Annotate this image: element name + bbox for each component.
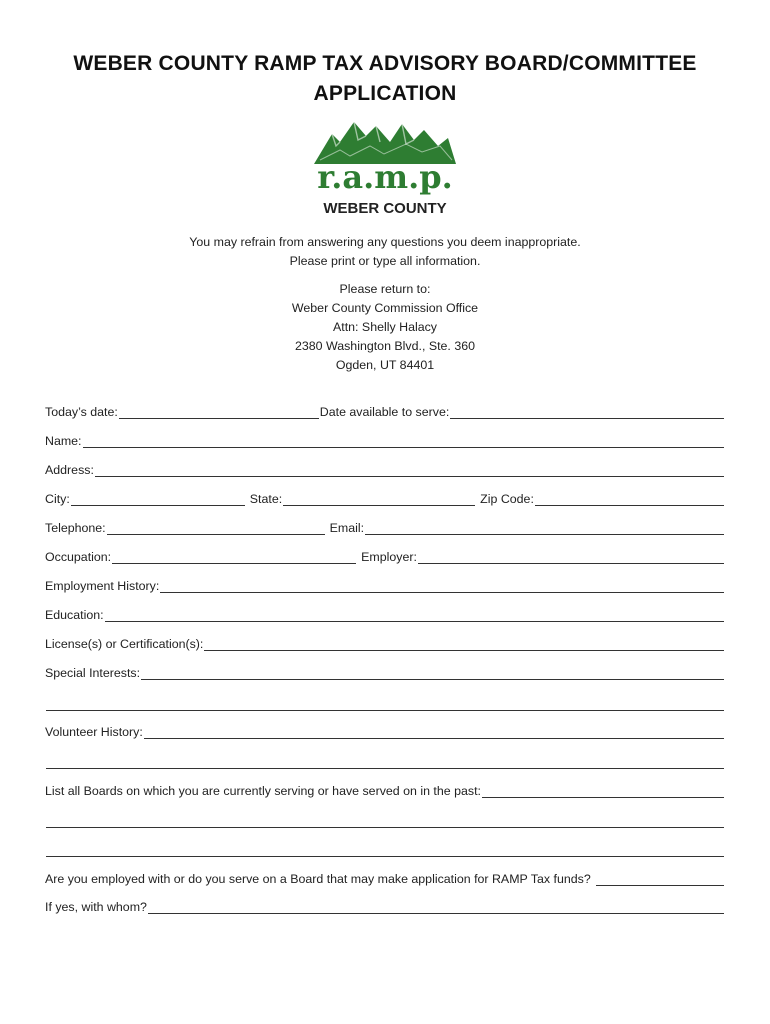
row-special-interests (45, 663, 725, 683)
occupation-label: Occupation: (45, 550, 112, 564)
ramp-question-field[interactable] (596, 871, 724, 886)
notice-line-2: Please print or type all information. (289, 254, 481, 268)
return-attn: Attn: Shelly Halacy (333, 320, 437, 334)
address-field[interactable] (95, 462, 724, 477)
education-label: Education: (45, 608, 104, 622)
row-licenses (45, 634, 725, 654)
date-available-field[interactable] (450, 404, 724, 419)
todays-date-label: Today’s date: (45, 405, 118, 419)
name-label: Name: (45, 434, 82, 448)
volunteer-history-field-line-2[interactable] (46, 754, 724, 769)
special-interests-field-line-2[interactable] (46, 696, 724, 711)
return-street: 2380 Washington Blvd., Ste. 360 (294, 339, 475, 353)
city-field[interactable] (71, 491, 245, 506)
row-ramp-question (45, 869, 725, 889)
row-city-state-zip (45, 489, 725, 509)
name-field[interactable] (83, 433, 725, 448)
licenses-label: License(s) or Certification(s): (45, 637, 204, 651)
boards-field-line-3[interactable] (46, 842, 724, 857)
row-occupation-employer (45, 547, 725, 567)
todays-date-field[interactable] (119, 404, 319, 419)
if-yes-field[interactable] (148, 899, 724, 914)
boards-field-line-2[interactable] (46, 813, 724, 828)
occupation-field[interactable] (112, 549, 356, 564)
education-field[interactable] (105, 607, 724, 622)
email-label: Email: (329, 521, 365, 535)
ramp-logo (310, 116, 460, 220)
row-dates (45, 402, 725, 422)
employer-field[interactable] (418, 549, 724, 564)
address-label: Address: (45, 463, 94, 477)
boards-field[interactable] (482, 783, 724, 798)
form-title-line-2: APPLICATION (313, 82, 457, 105)
logo-wordmark: r.a.m.p. (317, 158, 453, 196)
volunteer-history-field[interactable] (144, 724, 724, 739)
zip-field[interactable] (535, 491, 724, 506)
row-boards-continued-2 (45, 840, 725, 860)
email-field[interactable] (365, 520, 724, 535)
telephone-label: Telephone: (45, 521, 106, 535)
form-title-line-1: WEBER COUNTY RAMP TAX ADVISORY BOARD/COMMITTEE (73, 52, 697, 75)
if-yes-label: If yes, with whom? (45, 900, 147, 914)
row-if-yes (45, 897, 725, 917)
row-special-interests-continued (45, 694, 725, 714)
ramp-question-label: Are you employed with or do you serve on a Board that may make application for RAMP Tax funds? (45, 872, 591, 886)
employment-history-label: Employment History: (45, 579, 160, 593)
state-label: State: (249, 492, 283, 506)
row-phone-email (45, 518, 725, 538)
licenses-field[interactable] (204, 636, 724, 651)
telephone-field[interactable] (107, 520, 325, 535)
logo-subtitle: WEBER COUNTY (323, 200, 447, 217)
row-volunteer-history (45, 722, 725, 742)
date-available-label: Date available to serve: (319, 405, 450, 419)
row-boards (45, 781, 725, 801)
row-education (45, 605, 725, 625)
notice-line-1: You may refrain from answering any questions you deem inappropriate. (189, 235, 581, 249)
volunteer-history-label: Volunteer History: (45, 725, 143, 739)
state-field[interactable] (283, 491, 475, 506)
employment-history-field[interactable] (160, 578, 724, 593)
boards-label: List all Boards on which you are currently serving or have served on in the past: (45, 784, 481, 798)
row-name (45, 431, 725, 451)
return-office: Weber County Commission Office (291, 301, 479, 315)
row-employment-history (45, 576, 725, 596)
special-interests-label: Special Interests: (45, 666, 141, 680)
return-city: Ogden, UT 84401 (335, 358, 435, 372)
row-address (45, 460, 725, 480)
zip-label: Zip Code: (480, 492, 534, 506)
row-volunteer-history-continued (45, 752, 725, 772)
employer-label: Employer: (361, 550, 417, 564)
special-interests-field[interactable] (141, 665, 724, 680)
return-heading: Please return to: (339, 282, 431, 296)
row-boards-continued-1 (45, 811, 725, 831)
city-label: City: (45, 492, 70, 506)
